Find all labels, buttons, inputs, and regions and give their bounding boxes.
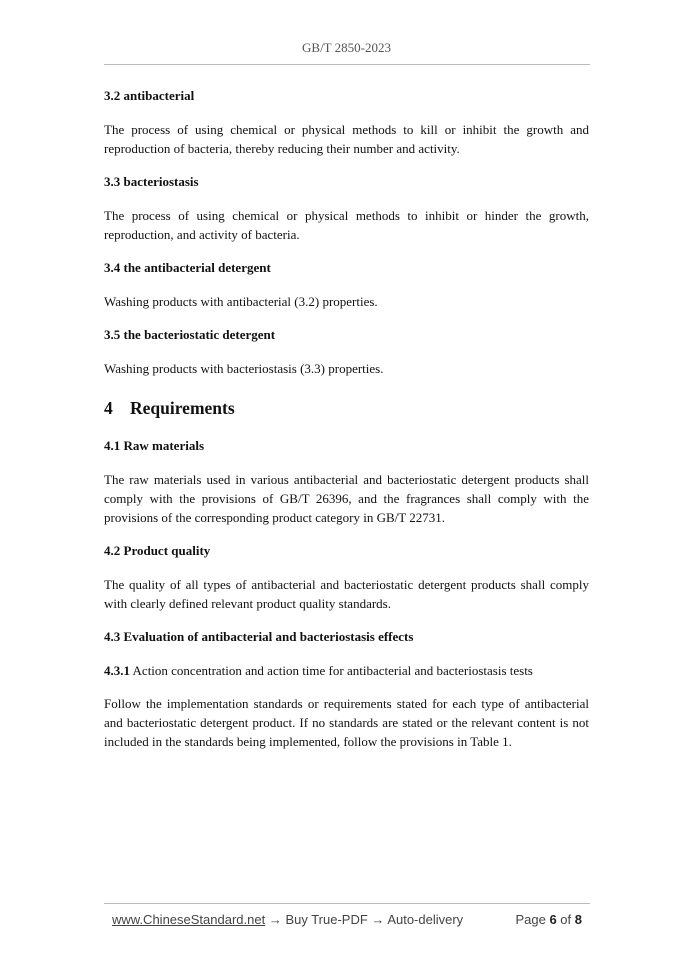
page-of: of [560, 912, 572, 927]
section-4-number: 4 [104, 398, 113, 418]
page-label: Page [515, 912, 546, 927]
footer-divider [104, 903, 590, 904]
header-divider [104, 64, 590, 65]
section-3-3-heading: 3.3 bacteriostasis [104, 174, 199, 189]
section-4-heading [104, 396, 589, 420]
section-3-2-text: The process of using chemical or physical methods to kill or inhibit the growth and reproduction of bacteria, thereby reducing their number and activity. [104, 122, 589, 156]
section-3-5-heading: 3.5 the bacteriostatic detergent [104, 327, 276, 342]
section-3-5-text: Washing products with bacteriostasis (3.3) properties. [104, 361, 384, 376]
section-3-4-text: Washing products with antibacterial (3.2) properties. [104, 294, 378, 309]
buy-pdf-link[interactable]: Buy True-PDF [285, 912, 368, 927]
section-3-2-heading: 3.2 antibacterial [104, 88, 195, 103]
section-4-title: Requirements [130, 398, 235, 418]
section-4-3-1-title: Action concentration and action time for antibacterial and bacteriostasis tests [130, 663, 533, 678]
section-4-2-heading: 4.2 Product quality [104, 543, 211, 558]
section-4-1-heading: 4.1 Raw materials [104, 438, 205, 453]
page-current: 6 [549, 912, 557, 927]
site-link[interactable]: www.ChineseStandard.net [112, 912, 266, 927]
page-footer [112, 912, 582, 927]
section-4-2-text: The quality of all types of antibacterial and bacteriostatic detergent products shall comply with clearly defined relevant product quality standards. [104, 577, 589, 611]
section-4-3-1-heading [104, 661, 589, 680]
section-4-3-1-text: Follow the implementation standards or requirements stated for each type of antibacterial and bacteriostatic detergent product. If no standards are stated or the relevant content is not included in the standards being implemented, follow the provisions in Table 1. [104, 696, 589, 749]
arrow-icon: → [265, 912, 286, 927]
auto-delivery-text: Auto-delivery [387, 912, 464, 927]
document-body [104, 86, 589, 765]
page-header: GB/T 2850-2023 [302, 40, 391, 55]
section-3-4-heading: 3.4 the antibacterial detergent [104, 260, 271, 275]
section-4-3-heading: 4.3 Evaluation of antibacterial and bacteriostasis effects [104, 629, 414, 644]
section-4-1-text: The raw materials used in various antibacterial and bacteriostatic detergent products shall comply with the provisions of GB/T 26396, and the fragrances shall comply with the provisions of the corresponding product category in GB/T 22731. [104, 472, 589, 525]
section-4-3-1-number: 4.3.1 [104, 663, 130, 678]
section-3-3-text: The process of using chemical or physical methods to inhibit or hinder the growth, reproduction, and activity of bacteria. [104, 208, 589, 242]
page-total: 8 [574, 912, 582, 927]
page-indicator [515, 912, 582, 927]
arrow-icon: → [367, 912, 388, 927]
